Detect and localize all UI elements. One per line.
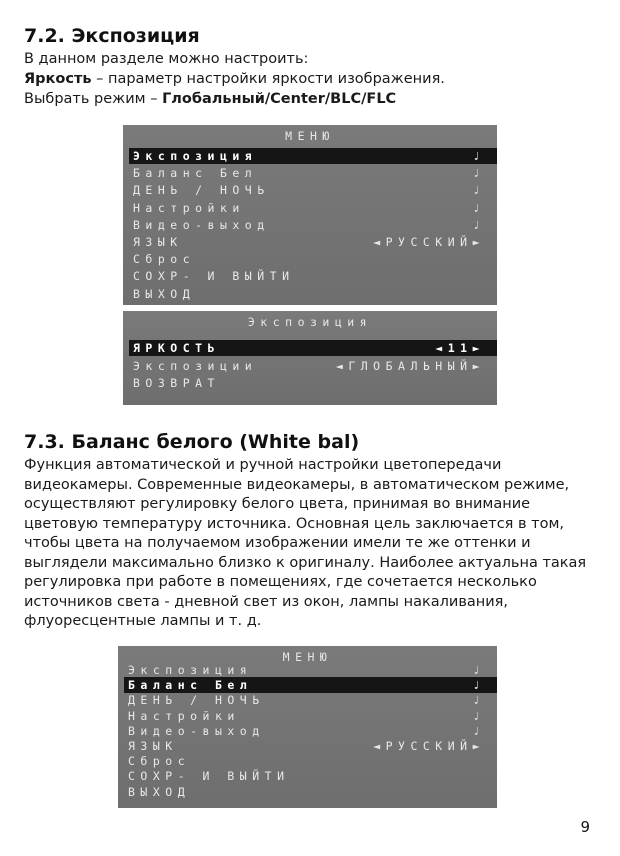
osd-menu-item [133, 375, 497, 391]
osd-menu-item [128, 662, 497, 678]
osd-menu-item [128, 738, 497, 754]
osd-item-value: ♩ [472, 678, 485, 693]
osd-item-label: Настройки [128, 708, 240, 723]
osd-item-label: Сброс [128, 754, 191, 769]
osd-menu-title: МЕНЮ [285, 129, 335, 143]
osd-menu-item [133, 165, 497, 181]
osd-item-label: Экспозиция [128, 663, 253, 677]
osd-item-label: СОХР- И ВЫЙТИ [128, 769, 290, 784]
osd-menu-item [128, 692, 497, 708]
osd-item-value: ♩ [472, 663, 485, 677]
paragraph-line: Функция автоматической и ручной настройки цветопередачи [24, 457, 502, 473]
paragraph-line: выглядели максимально близко к оригиналу. Наиболее актуальна такая [24, 554, 587, 571]
osd-menu-item [133, 234, 497, 250]
osd-item-label: ДЕНЬ / НОЧЬ [133, 183, 270, 198]
osd-menu-item [124, 677, 497, 693]
osd-menu-item [133, 358, 497, 374]
osd-item-value: ♩ [472, 217, 485, 232]
osd-item-label: ВЫХОД [128, 784, 191, 799]
osd-menu-item [133, 251, 497, 267]
page-number: 9 [580, 818, 590, 836]
osd-item-label: Видео-выход [128, 723, 265, 738]
osd-item-value: ♩ [472, 708, 485, 723]
osd-item-label: Экспозиция [133, 149, 258, 163]
osd-item-label: Баланс Бел [133, 166, 258, 181]
osd-item-label: ЯЗЫК [133, 235, 183, 249]
osd-item-value: ♩ [472, 166, 485, 181]
osd-menu-item [128, 708, 497, 724]
osd-menu-item [129, 340, 497, 356]
section-heading-white-balance: 7.3. Баланс белого (White bal) [24, 431, 360, 453]
osd-item-value: ◄11► [435, 341, 485, 355]
paragraph-line: осуществляют регулировку белого цвета, принимая во внимание [24, 496, 531, 512]
osd-menu-item [128, 784, 497, 800]
osd-item-value: ♩ [472, 149, 485, 163]
osd-white-balance-menu-screenshot [118, 646, 497, 808]
paragraph-line: чтобы цвета на получаемом изображении имели те же оттенки и [24, 535, 531, 551]
osd-menu-item [133, 217, 497, 233]
osd-item-value: ♩ [472, 183, 485, 198]
osd-menu-item [133, 268, 497, 284]
brightness-term: Яркость [24, 71, 92, 87]
osd-menu-item [133, 200, 497, 216]
osd-item-value: ◄РУССКИЙ► [373, 739, 485, 753]
intro-line: В данном разделе можно настроить: [24, 51, 309, 67]
osd-item-label: Видео-выход [133, 217, 270, 232]
osd-menu-item [128, 768, 497, 784]
osd-item-label: СОХР- И ВЫЙТИ [133, 269, 295, 284]
paragraph-line: цветовую температуру источника. Основная цель заключается в том, [24, 515, 565, 532]
osd-item-label: Экспозиции [133, 358, 258, 373]
brightness-text: – параметр настройки яркости изображения. [91, 71, 445, 87]
white-balance-paragraph [24, 456, 604, 632]
osd-main-menu-screenshot [123, 125, 497, 305]
osd-item-label: Сброс [133, 252, 196, 267]
osd-menu-title: МЕНЮ [282, 650, 333, 664]
osd-menu-item [133, 182, 497, 198]
osd-item-value: ♩ [472, 200, 485, 215]
mode-options: Глобальный/Center/BLC/FLC [162, 91, 397, 107]
osd-item-label: Настройки [133, 200, 245, 215]
osd-item-label: ДЕНЬ / НОЧЬ [128, 693, 265, 708]
mode-text: Выбрать режим – [24, 91, 163, 107]
osd-item-label: ЯРКОСТЬ [133, 341, 220, 355]
osd-menu-item [129, 148, 497, 164]
osd-item-value: ◄ГЛОБАЛЬНЫЙ► [335, 358, 485, 373]
paragraph-line: источников света - дневной свет из окон, лампы накаливания, [24, 593, 508, 610]
paragraph-line: видеокамеры. Современные видеокамеры, в автоматическом режиме, [24, 476, 570, 493]
brightness-description [24, 70, 445, 90]
osd-item-label: ЯЗЫК [128, 739, 178, 753]
osd-exposure-menu-screenshot [123, 311, 497, 405]
osd-item-label: ВЫХОД [133, 286, 196, 301]
osd-menu-item [133, 286, 497, 302]
paragraph-line: флуоресцентные лампы и т. д. [24, 613, 262, 629]
osd-menu-item [128, 723, 497, 739]
osd-item-value: ♩ [472, 693, 485, 708]
osd-item-label: Баланс Бел [128, 678, 253, 693]
paragraph-line: регулировка при работе в помещениях, где сочетается несколько [24, 574, 537, 590]
osd-menu-item [128, 753, 497, 769]
section-heading-exposure: 7.2. Экспозиция [24, 25, 200, 47]
mode-description [24, 90, 396, 110]
osd-item-value: ♩ [472, 723, 485, 738]
osd-exposure-title: Экспозиция [247, 315, 373, 329]
osd-item-value: ◄РУССКИЙ► [373, 235, 485, 249]
osd-item-label: ВОЗВРАТ [133, 376, 220, 390]
